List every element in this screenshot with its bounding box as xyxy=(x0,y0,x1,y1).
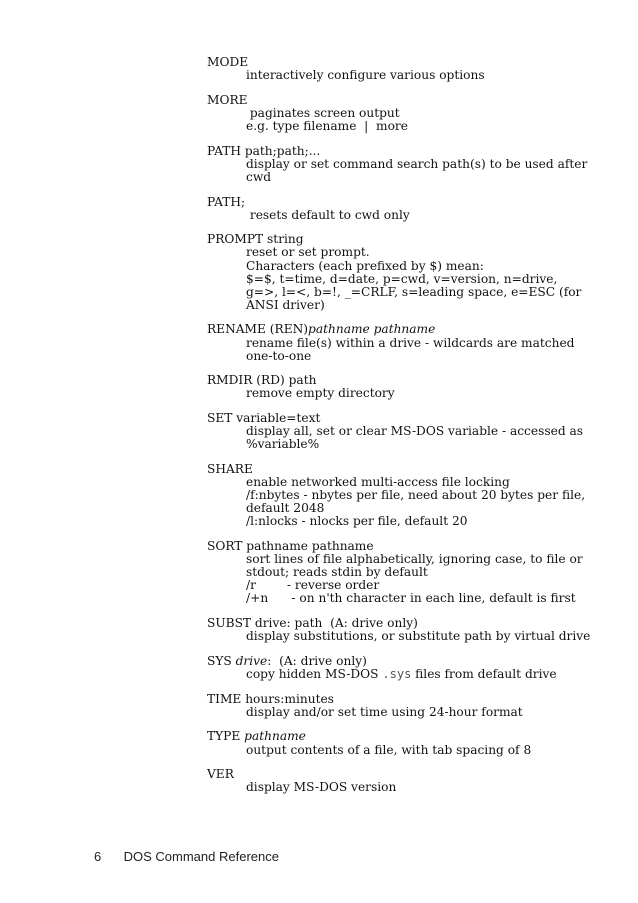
description-segment: display all, set or clear MS-DOS variable - accessed as xyxy=(246,424,584,439)
syntax-segment: : (A: drive only) xyxy=(267,653,367,668)
syntax-segment: SUBST drive: path (A: drive only) xyxy=(207,616,418,631)
command-description-line xyxy=(246,120,627,133)
description-segment: $=$, t=time, d=date, p=cwd, v=version, n=drive, xyxy=(246,271,558,286)
command-entry-more xyxy=(207,94,627,133)
description-segment: %variable% xyxy=(246,437,320,452)
description-segment: resets default to cwd only xyxy=(246,207,410,222)
description-segment: .sys xyxy=(382,667,412,681)
command-entry-prompt xyxy=(207,233,627,312)
command-entry-ver xyxy=(207,768,627,794)
description-segment: /r - reverse order xyxy=(246,578,380,593)
description-segment: display and/or set time using 24-hour format xyxy=(246,704,523,719)
description-segment: /+n - on n'th character in each line, default is first xyxy=(246,591,576,606)
syntax-segment: VER xyxy=(207,767,234,782)
command-description-line xyxy=(246,592,627,605)
command-description-line xyxy=(246,744,627,757)
syntax-segment: SYS xyxy=(207,653,236,668)
description-segment: display substitutions, or substitute path by virtual drive xyxy=(246,629,591,644)
command-description-line xyxy=(246,515,627,528)
syntax-segment: SET variable=text xyxy=(207,411,321,426)
description-segment: ANSI driver) xyxy=(246,297,325,312)
syntax-segment: RMDIR (RD) path xyxy=(207,373,317,388)
syntax-segment: TIME hours:minutes xyxy=(207,691,334,706)
command-entry-path-reset xyxy=(207,196,627,222)
description-segment: Characters (each prefixed by $) mean: xyxy=(246,258,484,273)
description-segment: stdout; reads stdin by default xyxy=(246,565,428,580)
description-segment: one-to-one xyxy=(246,348,312,363)
description-segment: display or set command search path(s) to be used after xyxy=(246,156,588,171)
command-entry-set xyxy=(207,412,627,451)
command-entry-mode xyxy=(207,56,627,82)
syntax-segment: MORE xyxy=(207,92,248,107)
command-entry-sort xyxy=(207,540,627,605)
command-entry-sys xyxy=(207,655,627,681)
syntax-segment: SHARE xyxy=(207,462,253,476)
command-description-line xyxy=(246,299,627,312)
command-entry-share xyxy=(207,463,627,528)
description-segment: /l:nlocks - nlocks per file, default 20 xyxy=(246,514,468,529)
command-description-line xyxy=(246,158,627,171)
description-segment: copy hidden MS-DOS xyxy=(246,667,383,681)
description-segment: rename file(s) within a drive - wildcards are matched xyxy=(246,335,575,350)
syntax-segment: SORT pathname pathname xyxy=(207,539,374,554)
command-description-line xyxy=(246,630,627,643)
command-description-line xyxy=(246,387,627,400)
syntax-segment: MODE xyxy=(207,55,249,69)
command-list xyxy=(207,56,627,806)
syntax-segment: pathname pathname xyxy=(308,322,436,337)
description-segment: display MS-DOS version xyxy=(246,780,397,795)
command-entry-subst xyxy=(207,617,627,643)
command-description-line xyxy=(246,706,627,719)
command-entry-rename xyxy=(207,323,627,362)
syntax-segment: PATH path;path;... xyxy=(207,143,321,158)
command-description-line xyxy=(246,350,627,363)
page-footer xyxy=(94,849,279,864)
description-segment: output contents of a file, with tab spacing of 8 xyxy=(246,742,532,757)
syntax-segment: PROMPT string xyxy=(207,232,304,247)
syntax-segment: PATH; xyxy=(207,194,246,209)
description-segment: cwd xyxy=(246,169,272,184)
syntax-segment: pathname xyxy=(244,729,306,744)
command-description-line xyxy=(246,668,627,681)
syntax-segment: TYPE xyxy=(207,729,245,744)
command-entry-time xyxy=(207,693,627,719)
command-description-line xyxy=(246,209,627,222)
command-description-line xyxy=(246,781,627,794)
command-description-line xyxy=(246,171,627,184)
command-description-line xyxy=(246,438,627,451)
page-number: 6 xyxy=(94,849,102,864)
description-segment: interactively configure various options xyxy=(246,68,485,83)
footer-title: DOS Command Reference xyxy=(123,849,279,864)
description-segment: default 2048 xyxy=(246,501,325,516)
description-segment: remove empty directory xyxy=(246,386,395,401)
description-segment: paginates screen output xyxy=(246,105,400,120)
syntax-segment: RENAME (REN) xyxy=(207,322,309,337)
command-entry-rmdir xyxy=(207,374,627,400)
description-segment: enable networked multi-access file locking xyxy=(246,475,510,490)
description-segment: /f:nbytes - nbytes per file, need about 20 bytes per file, xyxy=(246,488,586,503)
description-segment: e.g. type filename | more xyxy=(246,118,408,133)
description-segment: reset or set prompt. xyxy=(246,245,370,260)
command-entry-path xyxy=(207,145,627,184)
description-segment: files from default drive xyxy=(411,667,557,681)
syntax-segment: drive xyxy=(235,653,268,668)
command-description-line xyxy=(246,69,627,82)
description-segment: sort lines of file alphabetically, ignoring case, to file or xyxy=(246,552,583,567)
description-segment: g=>, l=<, b=!, _=CRLF, s=leading space, e=ESC (for xyxy=(246,284,582,299)
command-entry-type xyxy=(207,730,627,756)
